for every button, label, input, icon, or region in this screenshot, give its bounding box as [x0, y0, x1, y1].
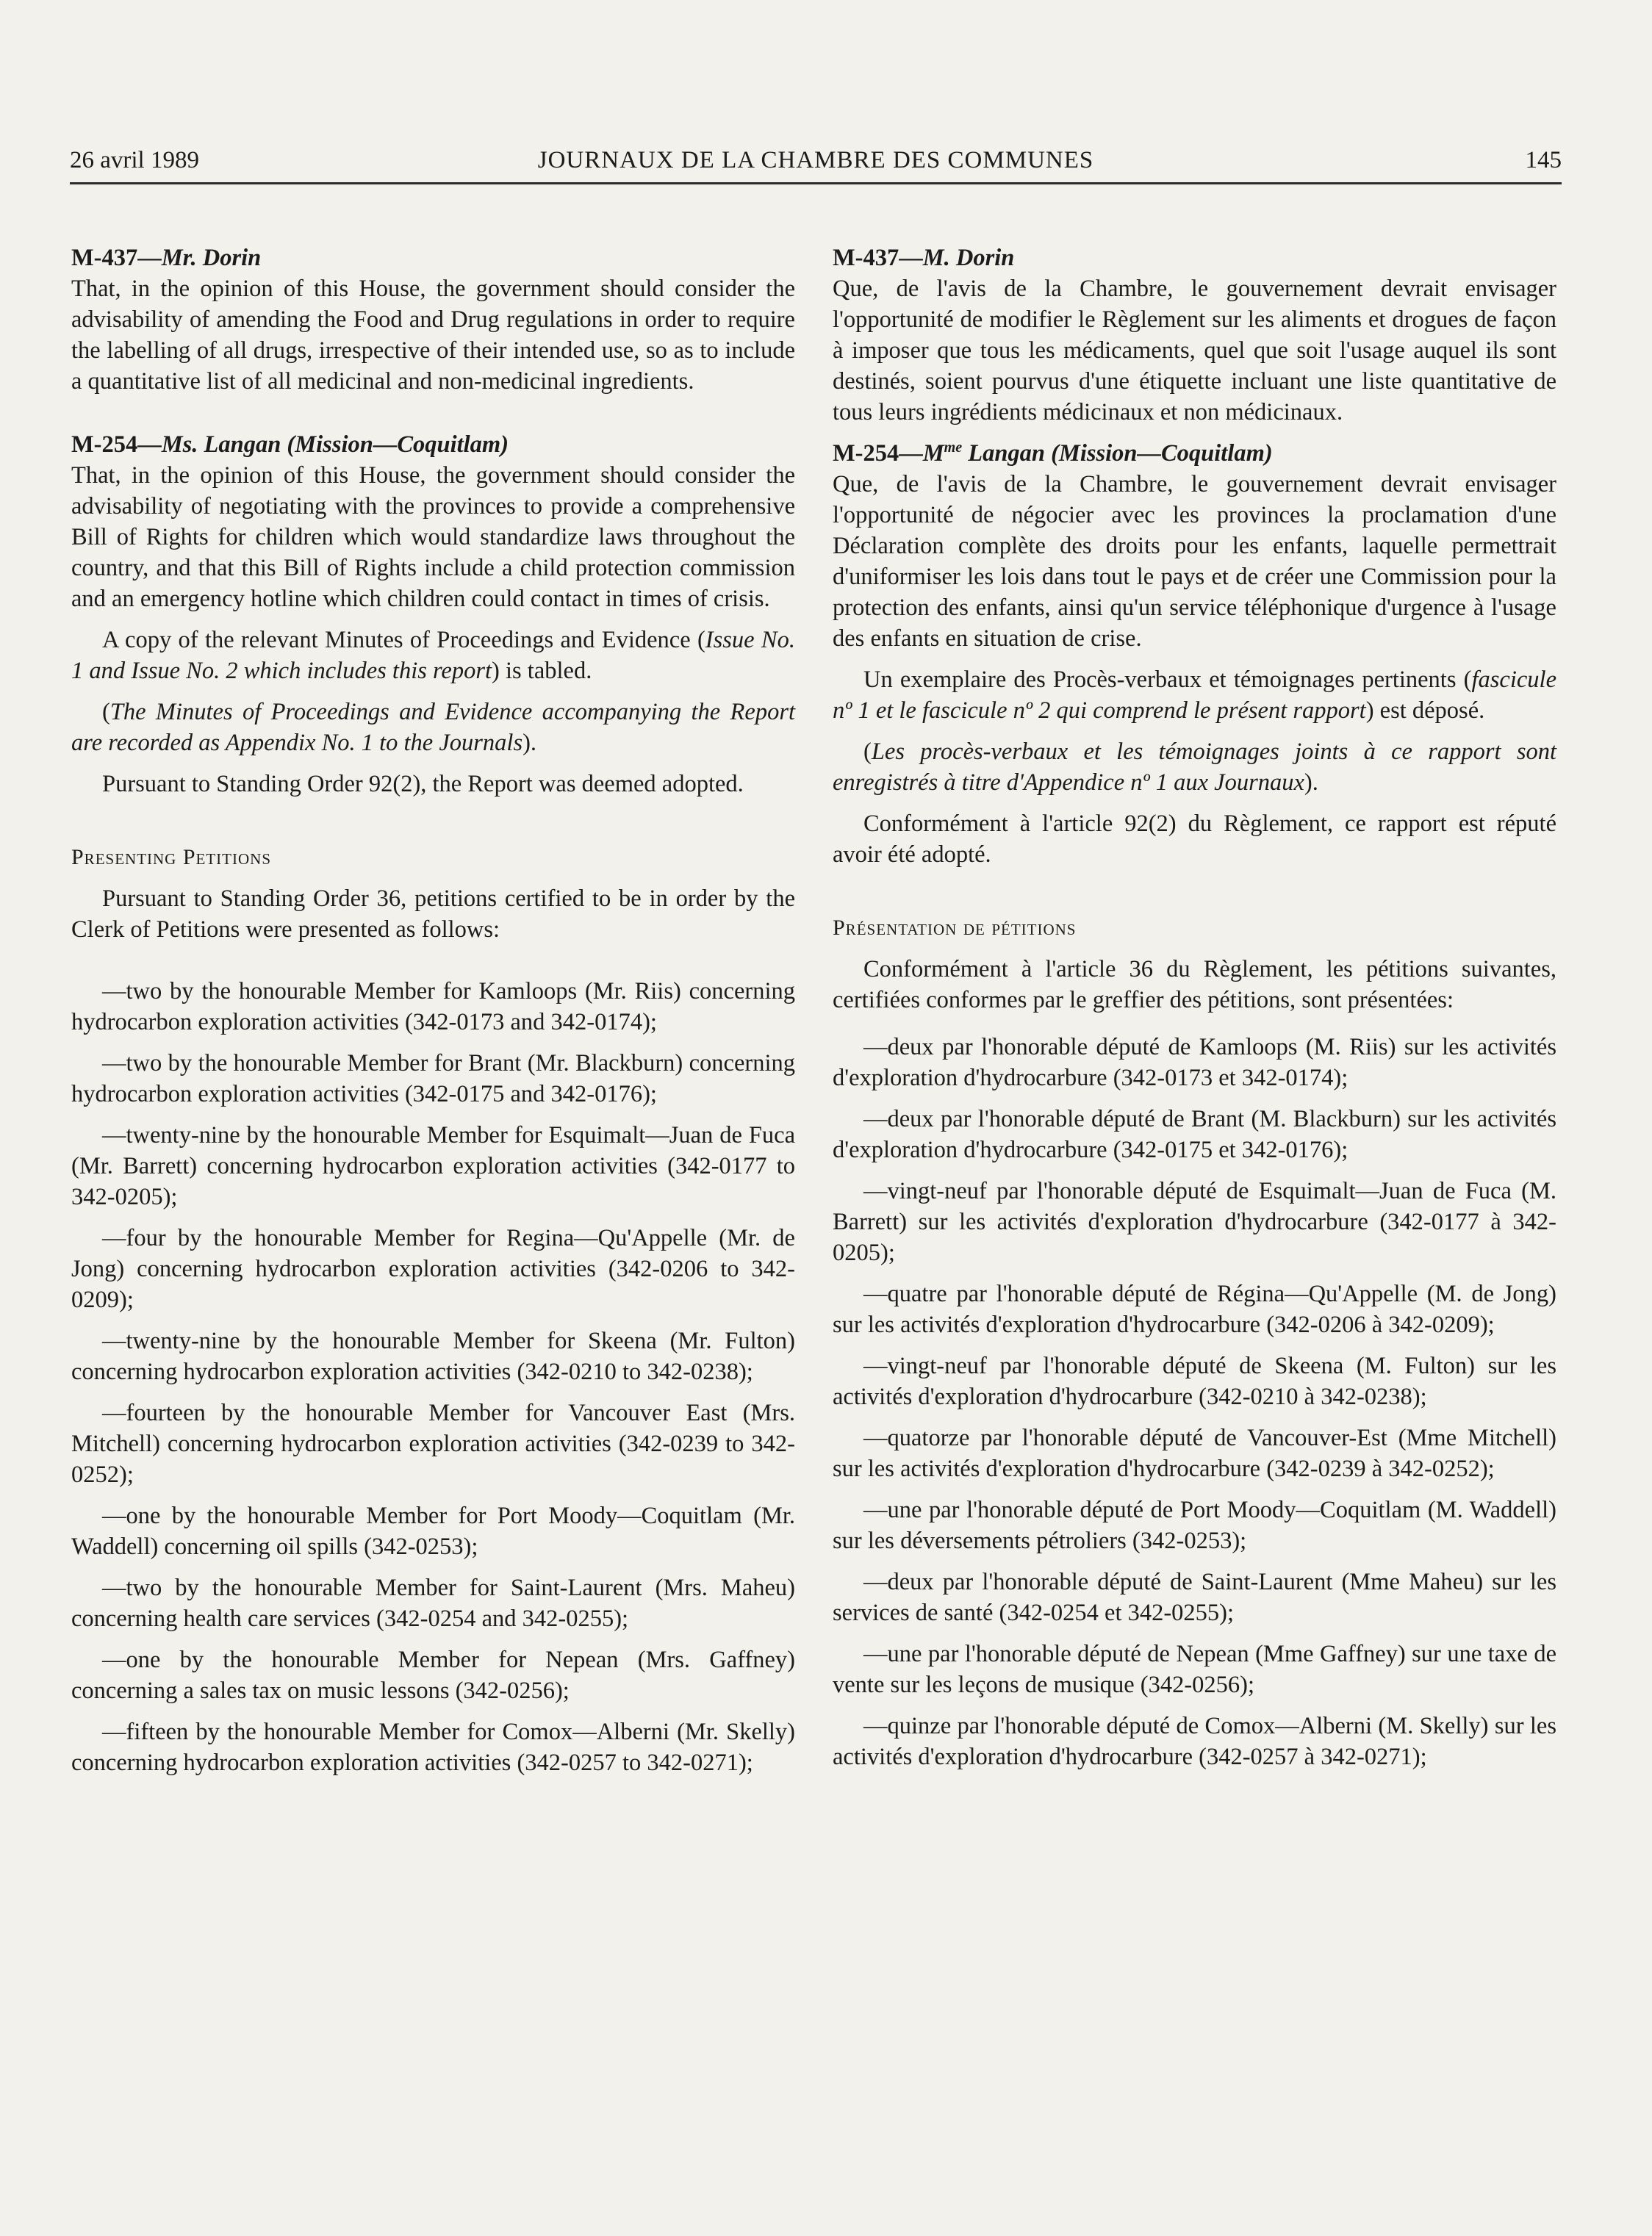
petition-item-fr: —quinze par l'honorable député de Comox—Alberni (M. Skelly) sur les activités d'exploration d'hydrocarbure (342-0257 à 342-0271);: [833, 1713, 1556, 1770]
petition-item-fr: —deux par l'honorable député de Saint-Laurent (Mme Maheu) sur les services de santé (342-0254 et 342-0255);: [833, 1569, 1556, 1626]
minutes-note-paragraph: (The Minutes of Proceedings and Evidence accompanying the Report are recorded as Appendix No. 1 to the Journals).: [71, 699, 795, 756]
deemed-adopted-paragraph: Pursuant to Standing Order 92(2), the Report was deemed adopted.: [102, 771, 744, 797]
header-title: JOURNAUX DE LA CHAMBRE DES COMMUNES: [537, 147, 1094, 173]
minutes-note-paragraph-fr: (Les procès-verbaux et les témoignages joints à ce rapport sont enregistrés à titre d'Appendice nº 1 aux Journaux).: [833, 738, 1556, 796]
petition-item-fr: —une par l'honorable député de Port Moody—Coquitlam (M. Waddell) sur les déversements pétroliers (342-0253);: [833, 1497, 1556, 1554]
petition-item: —fifteen by the honourable Member for Comox—Alberni (Mr. Skelly) concerning hydrocarbon exploration activities (342-0257 to 342-0271);: [71, 1719, 795, 1776]
petition-item: —twenty-nine by the honourable Member for Esquimalt—Juan de Fuca (Mr. Barrett) concerning hydrocarbon exploration activities (342-0177 to 342-0205);: [71, 1122, 795, 1210]
petition-item-fr: —deux par l'honorable député de Brant (M. Blackburn) sur les activités d'exploration d'hydrocarbure (342-0175 et 342-0176);: [833, 1106, 1556, 1163]
motion-m254-text: That, in the opinion of this House, the government should consider the advisability of negotiating with the provinces to provide a comprehensive Bill of Rights for children which would standardize laws throughout the country, and that this Bill of Rights include a child protection commission and an emergency hotline which children could contact in times of crisis.: [71, 462, 795, 612]
motion-m254-heading-fr: $M-254—M^{me}$ Langan (Mission—Coquitlam): [833, 439, 1273, 467]
petition-item-fr: —quatre par l'honorable député de Régina—Qu'Appelle (M. de Jong) sur les activités d'exploration d'hydrocarbure (342-0206 à 342-0209);: [833, 1281, 1556, 1338]
motion-m254-text-fr: Que, de l'avis de la Chambre, le gouvernement devrait envisager l'opportunité de négocier avec les provinces la proclamation d'une Déclaration complète des droits pour les enfants, laquelle permettrait d'uniformiser les lois dans tout le pays et de créer une Commission pour la protection des enfants, ainsi qu'un service téléphonique d'urgence à l'usage des enfants en situation de crise.: [833, 471, 1556, 652]
french-column: [833, 242, 1556, 1772]
header-page-number: 145: [1525, 147, 1562, 173]
motion-m437-heading-fr: M-437—M. Dorin: [833, 245, 1015, 271]
deemed-adopted-paragraph-fr: Conformément à l'article 92(2) du Règlement, ce rapport est réputé avoir été adopté.: [833, 810, 1556, 868]
header-date: 26 avril 1989: [70, 147, 199, 173]
motion-m437-text: That, in the opinion of this House, the government should consider the advisability of amending the Food and Drug regulations in order to require the labelling of all drugs, irrespective of their intended use, so as to include a quantitative list of all medicinal and non-medicinal ingredients.: [71, 276, 795, 395]
petition-item: —two by the honourable Member for Kamloops (Mr. Riis) concerning hydrocarbon exploration activities (342-0173 and 342-0174);: [71, 978, 795, 1035]
petition-item-fr: —une par l'honorable député de Nepean (Mme Gaffney) sur une taxe de vente sur les leçons de musique (342-0256);: [833, 1641, 1556, 1698]
page-header: [70, 144, 1562, 184]
petition-item-fr: —deux par l'honorable député de Kamloops (M. Riis) sur les activités d'exploration d'hydrocarbure (342-0173 et 342-0174);: [833, 1034, 1556, 1091]
motion-m437-text-fr: Que, de l'avis de la Chambre, le gouvernement devrait envisager l'opportunité de modifier le Règlement sur les aliments et drogues de façon à imposer que tous les médicaments, quel que soit l'usage auquel ils sont destinés, soient pourvus d'une étiquette incluant une liste quantitative de tous leurs ingrédients médicinaux et non médicinaux.: [833, 276, 1556, 425]
petition-item: —one by the honourable Member for Port Moody—Coquitlam (Mr. Waddell) concerning oil spills (342-0253);: [71, 1503, 795, 1560]
motion-m254-heading: M-254—Ms. Langan (Mission—Coquitlam): [71, 431, 509, 458]
english-column: [71, 242, 795, 1778]
petition-item: —one by the honourable Member for Nepean (Mrs. Gaffney) concerning a sales tax on music lessons (342-0256);: [71, 1647, 795, 1704]
section-title-presenting-petitions: Presenting Petitions: [71, 845, 272, 869]
petition-item: —fourteen by the honourable Member for Vancouver East (Mrs. Mitchell) concerning hydrocarbon exploration activities (342-0239 to 342-0252);: [71, 1400, 795, 1488]
section-title-presentation-petitions: Présentation de pétitions: [833, 916, 1077, 940]
petitions-intro: Pursuant to Standing Order 36, petitions certified to be in order by the Clerk of Petitions were presented as follows:: [71, 885, 795, 943]
petition-item-fr: —vingt-neuf par l'honorable député de Skeena (M. Fulton) sur les activités d'exploration d'hydrocarbure (342-0210 à 342-0238);: [833, 1353, 1556, 1410]
petition-item: —two by the honourable Member for Brant (Mr. Blackburn) concerning hydrocarbon exploration activities (342-0175 and 342-0176);: [71, 1050, 795, 1107]
petition-item: —two by the honourable Member for Saint-Laurent (Mrs. Maheu) concerning health care services (342-0254 and 342-0255);: [71, 1575, 795, 1632]
motion-m437-heading: M-437—Mr. Dorin: [71, 245, 262, 271]
copy-tabled-paragraph: A copy of the relevant Minutes of Proceedings and Evidence (Issue No. 1 and Issue No. 2 which includes this report) is tabled.: [71, 627, 795, 684]
petition-item-fr: —quatorze par l'honorable député de Vancouver-Est (Mme Mitchell) sur les activités d'exploration d'hydrocarbure (342-0239 à 342-0252);: [833, 1425, 1556, 1482]
petitions-intro-fr: Conformément à l'article 36 du Règlement, les pétitions suivantes, certifiées conformes par le greffier des pétitions, sont présentées:: [833, 956, 1556, 1013]
petition-item: —twenty-nine by the honourable Member for Skeena (Mr. Fulton) concerning hydrocarbon exploration activities (342-0210 to 342-0238);: [71, 1328, 795, 1385]
petition-item: —four by the honourable Member for Regina—Qu'Appelle (Mr. de Jong) concerning hydrocarbon exploration activities (342-0206 to 342-0209);: [71, 1225, 795, 1313]
copy-tabled-paragraph-fr: Un exemplaire des Procès-verbaux et témoignages pertinents (fascicule nº 1 et le fascicule nº 2 qui comprend le présent rapport) est déposé.: [833, 666, 1556, 724]
petition-item-fr: —vingt-neuf par l'honorable député de Esquimalt—Juan de Fuca (M. Barrett) sur les activités d'exploration d'hydrocarbure (342-0177 à 342-0205);: [833, 1178, 1556, 1266]
